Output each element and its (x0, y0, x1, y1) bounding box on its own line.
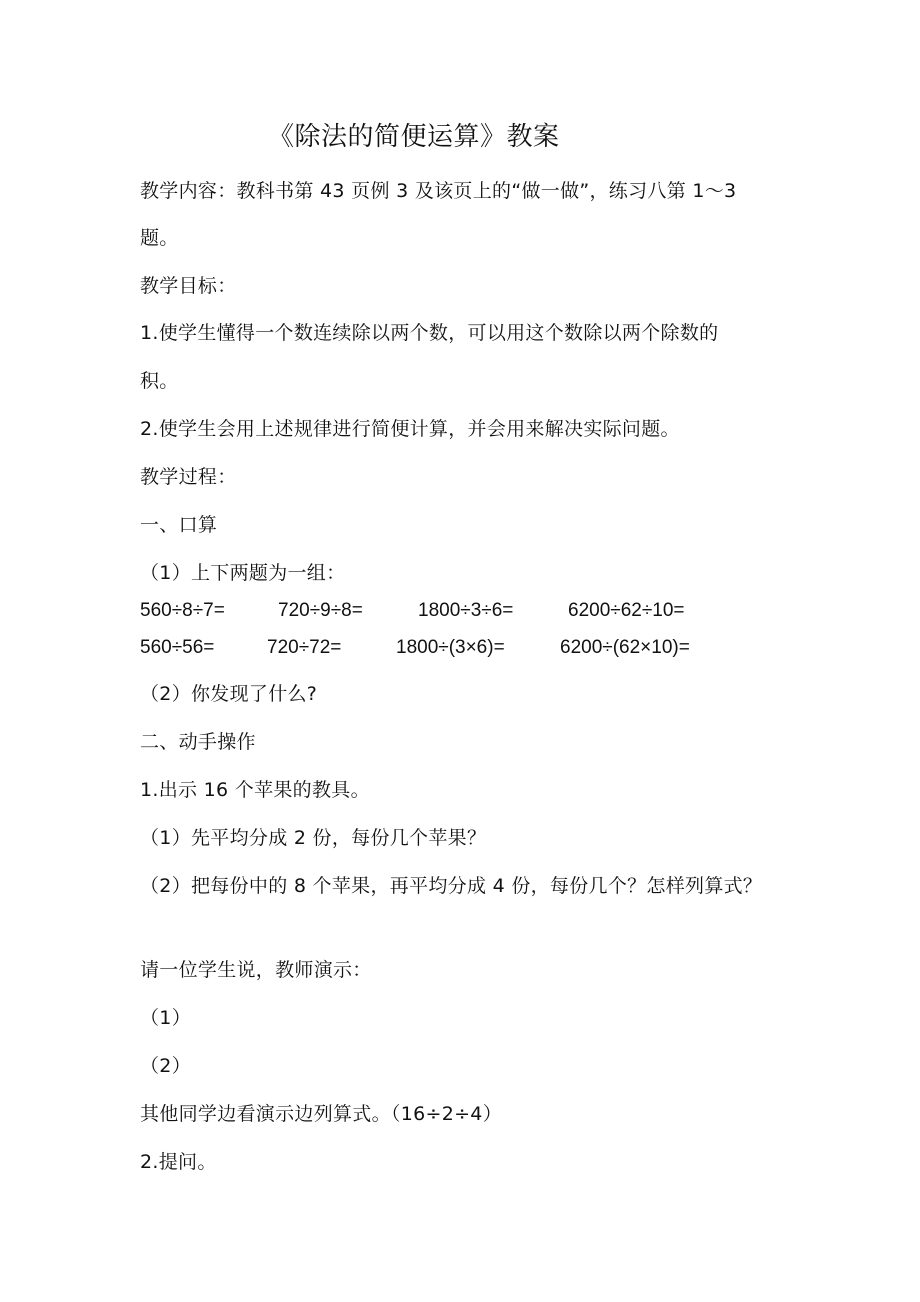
teaching-content-line-2: 题。 (140, 227, 179, 249)
goal-1-line-2: 积。 (140, 370, 179, 392)
demo-intro: 请一位学生说，教师演示： (140, 959, 372, 981)
section-1-item-2: （2）你发现了什么? (140, 683, 318, 705)
process-heading: 教学过程： (140, 466, 237, 488)
equation-row2-4: 6200÷(62×10)= (560, 637, 690, 658)
teaching-content-line-1: 教学内容：教科书第 43 页例 3 及该页上的“做一做”，练习八第 1～3 (140, 180, 737, 202)
step-2: 2.提问。 (140, 1151, 217, 1173)
equation-row2-3: 1800÷(3×6)= (396, 637, 505, 658)
demo-item-2: （2） (140, 1055, 191, 1077)
equation-row1-3: 1800÷3÷6= (418, 600, 514, 621)
equation-row1-1: 560÷8÷7= (140, 600, 225, 621)
equation-row1-4: 6200÷62÷10= (568, 600, 685, 621)
equation-row1-2: 720÷9÷8= (278, 600, 363, 621)
step-1-question-1: （1）先平均分成 2 份，每份几个苹果？ (140, 827, 487, 849)
section-1-heading: 一、口算 (140, 514, 218, 536)
document-title: 《除法的简便运算》教案 (268, 122, 560, 152)
goal-2: 2.使学生会用上述规律进行简便计算，并会用来解决实际问题。 (140, 418, 680, 440)
section-1-item-1: （1）上下两题为一组： (140, 562, 346, 584)
goal-1-line-1: 1.使学生懂得一个数连续除以两个数，可以用这个数除以两个除数的 (140, 322, 719, 344)
goals-heading: 教学目标： (140, 275, 237, 297)
demo-item-1: （1） (140, 1007, 191, 1029)
step-1: 1.出示 16 个苹果的教具。 (140, 779, 370, 801)
section-2-heading: 二、动手操作 (140, 731, 256, 753)
others-line: 其他同学边看演示边列算式。（16÷2÷4） (140, 1103, 502, 1125)
equation-row2-1: 560÷56= (140, 637, 215, 658)
step-1-question-2: （2）把每份中的 8 个苹果，再平均分成 4 份，每份几个？怎样列算式？ (140, 875, 763, 897)
equation-row2-2: 720÷72= (267, 637, 342, 658)
